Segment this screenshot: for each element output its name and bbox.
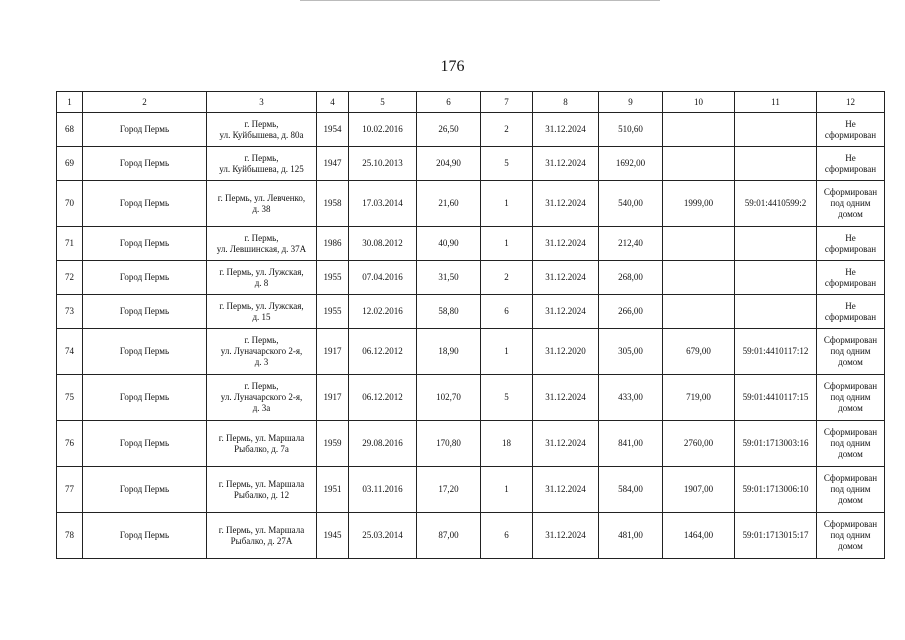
date-cell: 07.04.2016 — [349, 261, 417, 295]
cadastral-number-cell: 59:01:1713003:16 — [735, 421, 817, 467]
area-cell: 18,90 — [417, 329, 481, 375]
deadline-cell: 31.12.2024 — [533, 375, 599, 421]
year-cell: 1958 — [317, 181, 349, 227]
municipality-cell: Город Пермь — [83, 227, 207, 261]
address-cell: г. Пермь, ул. Маршала Рыбалко, д. 12 — [207, 467, 317, 513]
table-row — [57, 467, 885, 513]
count-cell: 18 — [481, 421, 533, 467]
address-cell: г. Пермь, ул. Левченко, д. 38 — [207, 181, 317, 227]
table-row — [57, 295, 885, 329]
area-cell: 31,50 — [417, 261, 481, 295]
row-number-cell: 77 — [57, 467, 83, 513]
page-number: 176 — [440, 58, 465, 75]
address-cell: г. Пермь, ул. Маршала Рыбалко, д. 27А — [207, 513, 317, 559]
value-cell: 719,00 — [663, 375, 735, 421]
value-cell: 305,00 — [599, 329, 663, 375]
registry-table — [56, 91, 885, 559]
deadline-cell: 31.12.2024 — [533, 181, 599, 227]
table-row — [57, 227, 885, 261]
deadline-cell: 31.12.2024 — [533, 261, 599, 295]
land-status-cell: Сформирован под одним домом — [817, 375, 885, 421]
address-cell: г. Пермь, ул. Луначарского 2-я, д. 3а — [207, 375, 317, 421]
area-cell: 87,00 — [417, 513, 481, 559]
column-header-2: 2 — [83, 92, 207, 113]
cadastral-number-cell: 59:01:1713015:17 — [735, 513, 817, 559]
row-number-cell: 72 — [57, 261, 83, 295]
column-header-1: 1 — [57, 92, 83, 113]
count-cell: 5 — [481, 375, 533, 421]
column-header-11: 11 — [735, 92, 817, 113]
land-status-cell: Не сформирован — [817, 227, 885, 261]
value-cell: 679,00 — [663, 329, 735, 375]
value-cell — [663, 227, 735, 261]
value-cell: 212,40 — [599, 227, 663, 261]
table-row — [57, 329, 885, 375]
date-cell: 17.03.2014 — [349, 181, 417, 227]
area-cell: 21,60 — [417, 181, 481, 227]
land-status-cell: Сформирован под одним домом — [817, 181, 885, 227]
municipality-cell: Город Пермь — [83, 375, 207, 421]
area-cell: 26,50 — [417, 113, 481, 147]
year-cell: 1917 — [317, 329, 349, 375]
municipality-cell: Город Пермь — [83, 113, 207, 147]
column-header-3: 3 — [207, 92, 317, 113]
row-number-cell: 75 — [57, 375, 83, 421]
year-cell: 1955 — [317, 261, 349, 295]
cadastral-number-cell — [735, 227, 817, 261]
count-cell: 1 — [481, 181, 533, 227]
municipality-cell: Город Пермь — [83, 421, 207, 467]
deadline-cell: 31.12.2020 — [533, 329, 599, 375]
date-cell: 12.02.2016 — [349, 295, 417, 329]
value-cell: 1692,00 — [599, 147, 663, 181]
table-row — [57, 513, 885, 559]
value-cell: 841,00 — [599, 421, 663, 467]
value-cell: 510,60 — [599, 113, 663, 147]
row-number-cell: 71 — [57, 227, 83, 261]
year-cell: 1951 — [317, 467, 349, 513]
count-cell: 5 — [481, 147, 533, 181]
cadastral-number-cell — [735, 147, 817, 181]
municipality-cell: Город Пермь — [83, 467, 207, 513]
address-cell: г. Пермь, ул. Куйбышева, д. 80а — [207, 113, 317, 147]
value-cell: 584,00 — [599, 467, 663, 513]
column-header-8: 8 — [533, 92, 599, 113]
year-cell: 1986 — [317, 227, 349, 261]
value-cell: 540,00 — [599, 181, 663, 227]
deadline-cell: 31.12.2024 — [533, 295, 599, 329]
address-cell: г. Пермь, ул. Лужская, д. 8 — [207, 261, 317, 295]
count-cell: 6 — [481, 513, 533, 559]
value-cell: 268,00 — [599, 261, 663, 295]
count-cell: 1 — [481, 329, 533, 375]
year-cell: 1954 — [317, 113, 349, 147]
municipality-cell: Город Пермь — [83, 181, 207, 227]
area-cell: 204,90 — [417, 147, 481, 181]
value-cell — [663, 261, 735, 295]
cadastral-number-cell: 59:01:4410117:15 — [735, 375, 817, 421]
address-cell: г. Пермь, ул. Левшинская, д. 37А — [207, 227, 317, 261]
column-header-4: 4 — [317, 92, 349, 113]
area-cell: 102,70 — [417, 375, 481, 421]
address-cell: г. Пермь, ул. Луначарского 2-я, д. 3 — [207, 329, 317, 375]
cadastral-number-cell: 59:01:4410117:12 — [735, 329, 817, 375]
value-cell: 266,00 — [599, 295, 663, 329]
count-cell: 1 — [481, 227, 533, 261]
column-header-6: 6 — [417, 92, 481, 113]
land-status-cell: Сформирован под одним домом — [817, 329, 885, 375]
land-status-cell: Не сформирован — [817, 295, 885, 329]
value-cell: 481,00 — [599, 513, 663, 559]
year-cell: 1955 — [317, 295, 349, 329]
area-cell: 170,80 — [417, 421, 481, 467]
row-number-cell: 74 — [57, 329, 83, 375]
address-cell: г. Пермь, ул. Лужская, д. 15 — [207, 295, 317, 329]
row-number-cell: 76 — [57, 421, 83, 467]
date-cell: 06.12.2012 — [349, 375, 417, 421]
count-cell: 2 — [481, 113, 533, 147]
table-row — [57, 421, 885, 467]
column-header-10: 10 — [663, 92, 735, 113]
row-number-cell: 70 — [57, 181, 83, 227]
cadastral-number-cell — [735, 295, 817, 329]
date-cell: 10.02.2016 — [349, 113, 417, 147]
row-number-cell: 78 — [57, 513, 83, 559]
column-header-5: 5 — [349, 92, 417, 113]
area-cell: 17,20 — [417, 467, 481, 513]
table-row — [57, 147, 885, 181]
row-number-cell: 69 — [57, 147, 83, 181]
deadline-cell: 31.12.2024 — [533, 513, 599, 559]
row-number-cell: 68 — [57, 113, 83, 147]
value-cell: 1464,00 — [663, 513, 735, 559]
value-cell: 1999,00 — [663, 181, 735, 227]
table-row — [57, 375, 885, 421]
date-cell: 30.08.2012 — [349, 227, 417, 261]
land-status-cell: Сформирован под одним домом — [817, 467, 885, 513]
address-cell: г. Пермь, ул. Маршала Рыбалко, д. 7а — [207, 421, 317, 467]
date-cell: 29.08.2016 — [349, 421, 417, 467]
table-body — [57, 113, 885, 559]
deadline-cell: 31.12.2024 — [533, 467, 599, 513]
land-status-cell: Сформирован под одним домом — [817, 421, 885, 467]
date-cell: 25.03.2014 — [349, 513, 417, 559]
table-row — [57, 113, 885, 147]
count-cell: 2 — [481, 261, 533, 295]
year-cell: 1917 — [317, 375, 349, 421]
land-status-cell: Не сформирован — [817, 261, 885, 295]
value-cell: 1907,00 — [663, 467, 735, 513]
date-cell: 03.11.2016 — [349, 467, 417, 513]
municipality-cell: Город Пермь — [83, 261, 207, 295]
value-cell — [663, 295, 735, 329]
land-status-cell: Сформирован под одним домом — [817, 513, 885, 559]
table-row — [57, 261, 885, 295]
municipality-cell: Город Пермь — [83, 329, 207, 375]
land-status-cell: Не сформирован — [817, 147, 885, 181]
count-cell: 6 — [481, 295, 533, 329]
table-row — [57, 181, 885, 227]
address-cell: г. Пермь, ул. Куйбышева, д. 125 — [207, 147, 317, 181]
column-header-12: 12 — [817, 92, 885, 113]
value-cell — [663, 113, 735, 147]
date-cell: 25.10.2013 — [349, 147, 417, 181]
municipality-cell: Город Пермь — [83, 147, 207, 181]
year-cell: 1947 — [317, 147, 349, 181]
deadline-cell: 31.12.2024 — [533, 147, 599, 181]
cadastral-number-cell: 59:01:1713006:10 — [735, 467, 817, 513]
deadline-cell: 31.12.2024 — [533, 421, 599, 467]
municipality-cell: Город Пермь — [83, 513, 207, 559]
land-status-cell: Не сформирован — [817, 113, 885, 147]
year-cell: 1945 — [317, 513, 349, 559]
column-header-7: 7 — [481, 92, 533, 113]
column-header-9: 9 — [599, 92, 663, 113]
area-cell: 58,80 — [417, 295, 481, 329]
row-number-cell: 73 — [57, 295, 83, 329]
header-row — [57, 92, 885, 113]
value-cell: 433,00 — [599, 375, 663, 421]
value-cell: 2760,00 — [663, 421, 735, 467]
scan-top-edge — [300, 0, 660, 1]
cadastral-number-cell — [735, 113, 817, 147]
area-cell: 40,90 — [417, 227, 481, 261]
deadline-cell: 31.12.2024 — [533, 113, 599, 147]
value-cell — [663, 147, 735, 181]
year-cell: 1959 — [317, 421, 349, 467]
cadastral-number-cell — [735, 261, 817, 295]
date-cell: 06.12.2012 — [349, 329, 417, 375]
count-cell: 1 — [481, 467, 533, 513]
cadastral-number-cell: 59:01:4410599:2 — [735, 181, 817, 227]
municipality-cell: Город Пермь — [83, 295, 207, 329]
deadline-cell: 31.12.2024 — [533, 227, 599, 261]
